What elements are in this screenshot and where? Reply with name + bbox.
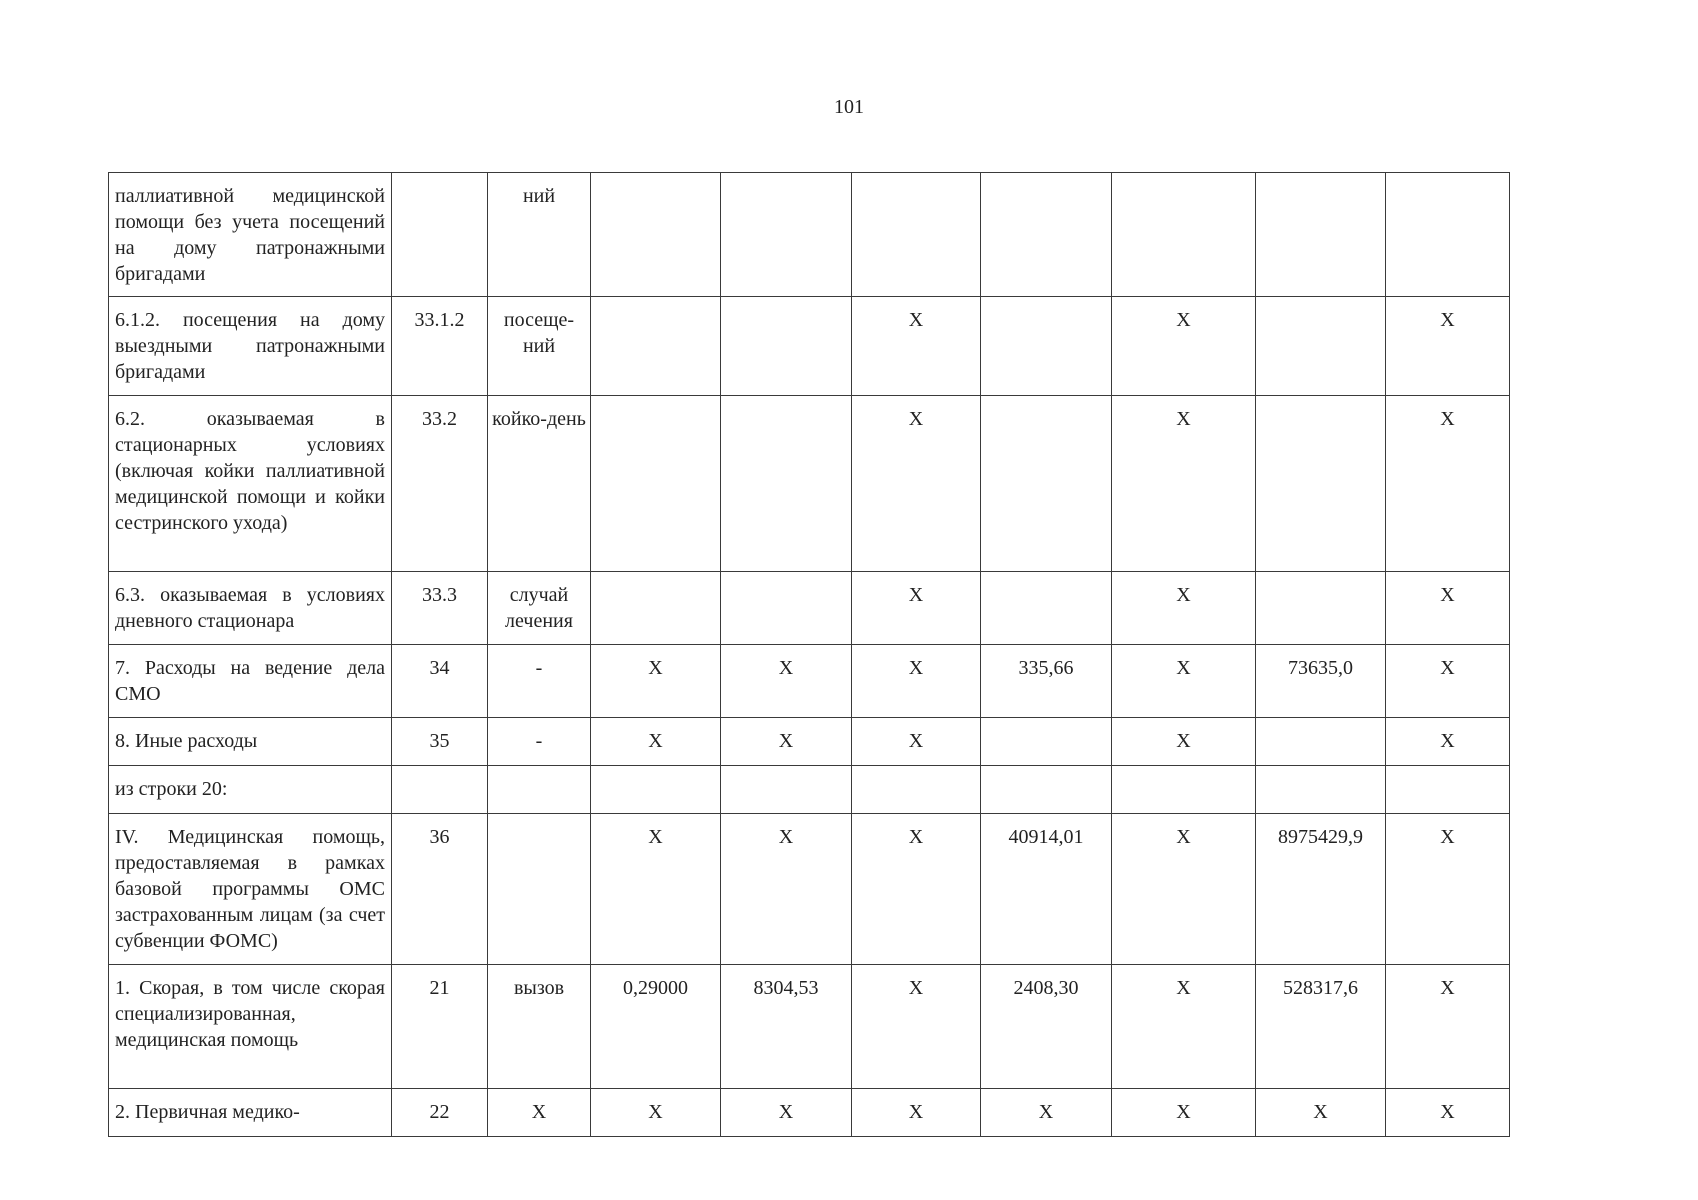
value-cell: 73635,0 <box>1256 645 1386 718</box>
row-code-cell: 33.2 <box>392 396 488 572</box>
value-cell: X <box>852 297 981 396</box>
value-cell <box>721 173 852 297</box>
value-cell: X <box>1386 396 1510 572</box>
value-cell: X <box>852 396 981 572</box>
page-number: 101 <box>834 96 864 118</box>
value-cell <box>591 396 721 572</box>
value-cell: X <box>1256 1089 1386 1137</box>
table-row <box>109 814 1510 965</box>
row-unit-cell: вызов <box>488 965 591 1089</box>
value-cell: X <box>1112 396 1256 572</box>
table-row <box>109 645 1510 718</box>
table-row <box>109 396 1510 572</box>
value-cell: X <box>1112 297 1256 396</box>
value-cell: X <box>1386 572 1510 645</box>
table-row <box>109 965 1510 1089</box>
row-unit-cell <box>488 814 591 965</box>
value-cell <box>721 396 852 572</box>
row-code-cell: 33.3 <box>392 572 488 645</box>
row-unit-cell: X <box>488 1089 591 1137</box>
value-cell: X <box>1386 297 1510 396</box>
value-cell: 40914,01 <box>981 814 1112 965</box>
value-cell: X <box>1112 718 1256 766</box>
value-cell <box>1386 766 1510 814</box>
row-unit-cell: ний <box>488 173 591 297</box>
value-cell <box>591 173 721 297</box>
row-unit-cell: койко-день <box>488 396 591 572</box>
row-name-cell: 1. Скорая, в том числе скорая специализированная, медицинская помощь <box>109 965 392 1089</box>
value-cell: X <box>981 1089 1112 1137</box>
value-cell <box>1112 766 1256 814</box>
row-unit-cell: - <box>488 718 591 766</box>
row-code-cell: 36 <box>392 814 488 965</box>
value-cell <box>981 766 1112 814</box>
value-cell <box>1112 173 1256 297</box>
row-name-cell: 2. Первичная медико- <box>109 1089 392 1137</box>
value-cell: X <box>591 814 721 965</box>
value-cell <box>721 766 852 814</box>
value-cell: X <box>1112 572 1256 645</box>
value-cell <box>1256 572 1386 645</box>
value-cell: X <box>1386 645 1510 718</box>
value-cell <box>591 572 721 645</box>
value-cell: 0,29000 <box>591 965 721 1089</box>
value-cell: X <box>852 572 981 645</box>
row-name-cell: из строки 20: <box>109 766 392 814</box>
row-unit-cell <box>488 766 591 814</box>
row-code-cell: 33.1.2 <box>392 297 488 396</box>
value-cell <box>852 173 981 297</box>
value-cell: X <box>1112 814 1256 965</box>
value-cell: X <box>1386 814 1510 965</box>
table-row <box>109 718 1510 766</box>
value-cell: X <box>591 645 721 718</box>
data-table <box>108 172 1510 1137</box>
value-cell: X <box>1112 645 1256 718</box>
row-name-cell: IV. Медицинская помощь, предоставляемая в рамках базовой программы ОМС застрахованным лицам (за счет субвенции ФОМС) <box>109 814 392 965</box>
row-code-cell: 22 <box>392 1089 488 1137</box>
value-cell: 335,66 <box>981 645 1112 718</box>
value-cell <box>852 766 981 814</box>
value-cell: X <box>721 645 852 718</box>
row-code-cell <box>392 766 488 814</box>
table-row <box>109 297 1510 396</box>
value-cell <box>1386 173 1510 297</box>
table-row <box>109 173 1510 297</box>
table-row <box>109 572 1510 645</box>
value-cell <box>591 297 721 396</box>
value-cell: X <box>852 1089 981 1137</box>
value-cell: X <box>852 965 981 1089</box>
value-cell <box>981 718 1112 766</box>
row-unit-cell: посеще-ний <box>488 297 591 396</box>
row-unit-cell: случай лечения <box>488 572 591 645</box>
value-cell: X <box>852 718 981 766</box>
value-cell: X <box>852 814 981 965</box>
value-cell <box>981 297 1112 396</box>
value-cell <box>721 572 852 645</box>
value-cell: X <box>721 814 852 965</box>
value-cell: X <box>721 718 852 766</box>
value-cell <box>591 766 721 814</box>
value-cell: X <box>1386 965 1510 1089</box>
row-code-cell: 35 <box>392 718 488 766</box>
value-cell <box>721 297 852 396</box>
value-cell <box>981 173 1112 297</box>
row-name-cell: 8. Иные расходы <box>109 718 392 766</box>
value-cell: X <box>1386 718 1510 766</box>
row-code-cell: 34 <box>392 645 488 718</box>
value-cell <box>981 396 1112 572</box>
row-name-cell: 6.1.2. посещения на дому выездными патронажными бригадами <box>109 297 392 396</box>
value-cell: 8975429,9 <box>1256 814 1386 965</box>
row-code-cell <box>392 173 488 297</box>
table-row <box>109 1089 1510 1137</box>
row-code-cell: 21 <box>392 965 488 1089</box>
value-cell <box>1256 396 1386 572</box>
value-cell <box>1256 297 1386 396</box>
value-cell: 528317,6 <box>1256 965 1386 1089</box>
value-cell <box>1256 766 1386 814</box>
value-cell <box>981 572 1112 645</box>
row-name-cell: 7. Расходы на ведение дела СМО <box>109 645 392 718</box>
value-cell: X <box>1112 1089 1256 1137</box>
value-cell: X <box>1386 1089 1510 1137</box>
row-name-cell: 6.2. оказываемая в стационарных условиях (включая койки паллиативной медицинской помощи и койки сестринского ухода) <box>109 396 392 572</box>
value-cell <box>1256 718 1386 766</box>
value-cell: 8304,53 <box>721 965 852 1089</box>
value-cell: X <box>721 1089 852 1137</box>
row-unit-cell: - <box>488 645 591 718</box>
value-cell: X <box>1112 965 1256 1089</box>
value-cell: X <box>591 1089 721 1137</box>
row-name-cell: паллиативной медицинской помощи без учета посещений на дому патронажными бригадами <box>109 173 392 297</box>
table-body <box>109 173 1510 1137</box>
value-cell: X <box>852 645 981 718</box>
value-cell: X <box>591 718 721 766</box>
value-cell <box>1256 173 1386 297</box>
value-cell: 2408,30 <box>981 965 1112 1089</box>
row-name-cell: 6.3. оказываемая в условиях дневного стационара <box>109 572 392 645</box>
table-row <box>109 766 1510 814</box>
